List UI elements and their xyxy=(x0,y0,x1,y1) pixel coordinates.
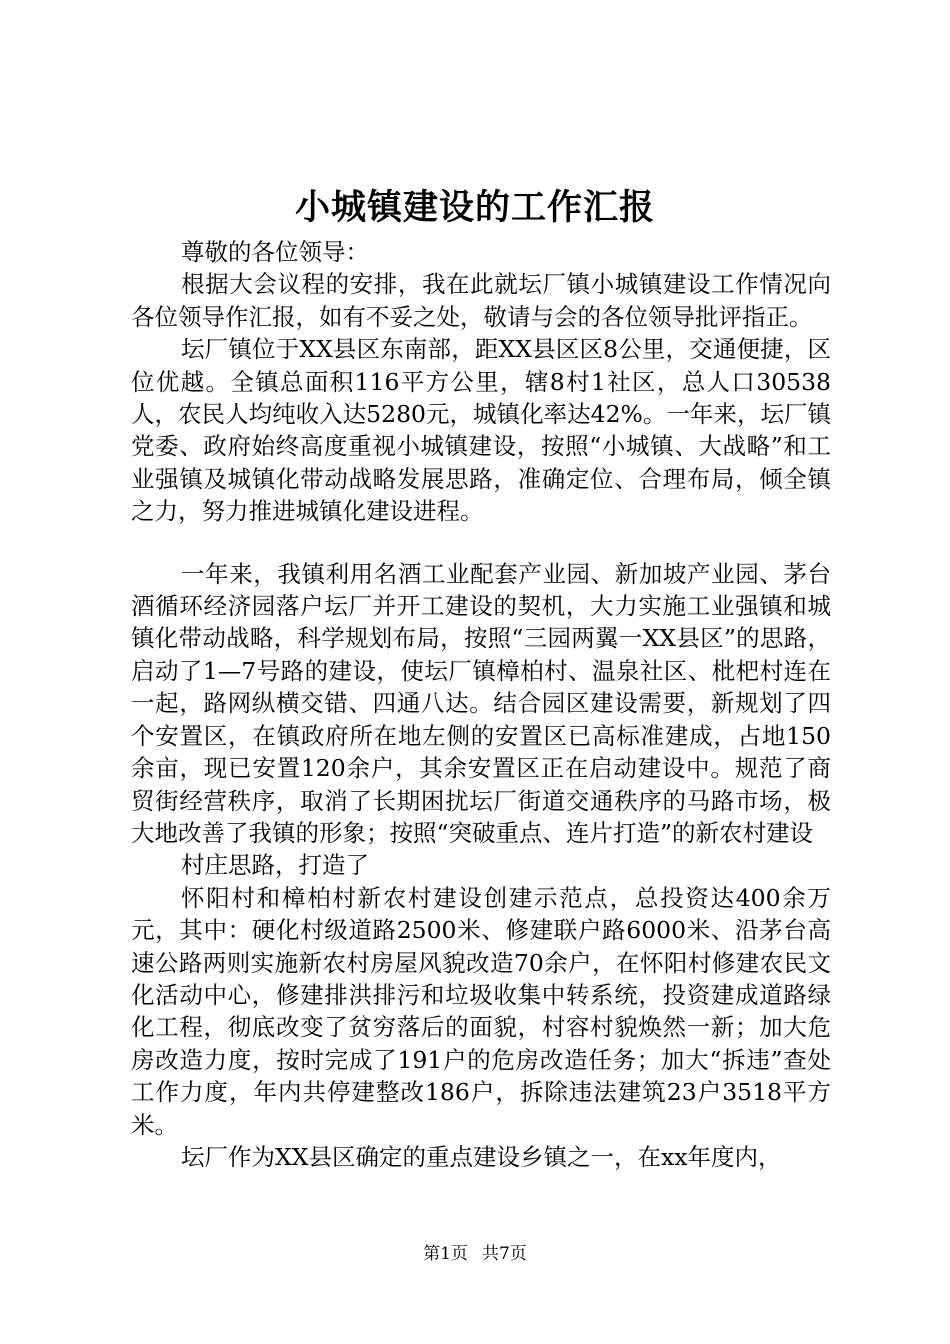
construction-progress-paragraph: 一年来，我镇利用名酒工业配套产业园、新加坡产业园、茅台酒循环经济园落户坛厂并开工建设的契机，大力实施工业强镇和城镇化带动战略，科学规划布局，按照“三园两翼一XX县区”的思路，启动了1—7号路的建设，使坛厂镇樟柏村、温泉社区、枇杷村连在一起，路网纵横交错、四通八达。结合园区建设需要，新规划了四个安置区，在镇政府所在地左侧的安置区已高标准建成，占地150余亩，现已安置120余户，其余安置区正在启动建设中。规范了商贸街经营秩序，取消了长期困扰坛厂街道交通秩序的马路市场，极大地改善了我镇的形象；按照“突破重点、连片打造”的新农村建设 xyxy=(131,559,831,847)
intro-paragraph: 根据大会议程的安排，我在此就坛厂镇小城镇建设工作情况向各位领导作汇报，如有不妥之处，敬请与会的各位领导批评指正。 xyxy=(131,270,831,331)
key-town-paragraph: 坛厂作为XX县区确定的重点建设乡镇之一，在xx年度内， xyxy=(181,1142,782,1171)
page-number: 第1页 xyxy=(423,1244,468,1264)
document-body xyxy=(131,236,831,1173)
village-idea-paragraph: 村庄思路，打造了 xyxy=(181,851,369,880)
page-footer xyxy=(0,1242,950,1266)
salutation-paragraph: 尊敬的各位领导： xyxy=(181,238,369,266)
town-overview-paragraph: 坛厂镇位于XX县区东南部，距XX县区区8公里，交通便捷，区位优越。全镇总面积116平方公里，辖8村1社区，总人口30538人，农民人均纯收入达5280元，城镇化率达42%。一年来，坛厂镇党委、政府始终高度重视小城镇建设，按照“小城镇、大战略”和工业强镇及城镇化带动战略发展思路，准确定位、合理布局，倾全镇之力，努力推进城镇化建设进程。 xyxy=(131,335,831,526)
document-title: 小城镇建设的工作汇报 xyxy=(294,187,655,228)
demonstration-village-paragraph: 怀阳村和樟柏村新农村建设创建示范点，总投资达400余万元，其中：硬化村级道路2500米、修建联户路6000米、沿茅台高速公路两则实施新农村房屋风貌改造70余户，在怀阳村修建农民文化活动中心，修建排洪排污和垃圾收集中转系统，投资建成道路绿化工程，彻底改变了贫穷落后的面貌，村容村貌焕然一新；加大危房改造力度，按时完成了191户的危房改造任务；加大“拆违”查处工作力度，年内共停建整改186户，拆除违法建筑23户3518平方米。 xyxy=(131,883,831,1139)
page-total: 共7页 xyxy=(482,1244,527,1264)
